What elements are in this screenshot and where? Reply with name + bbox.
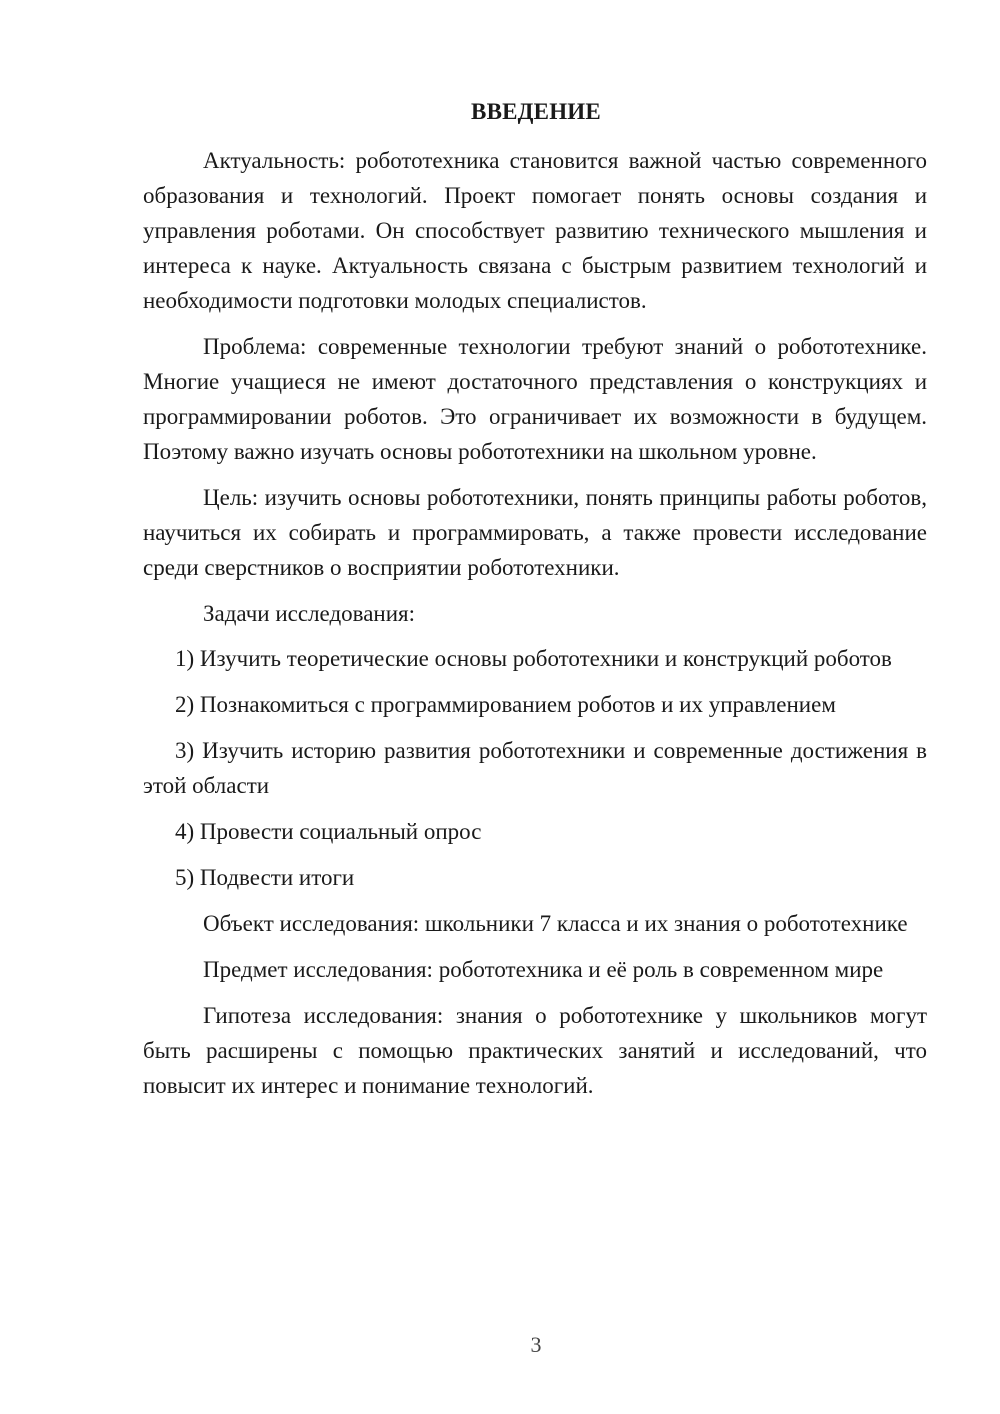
page-number: 3: [530, 1332, 542, 1357]
hypothesis-paragraph: Гипотеза исследования: знания о робототехнике у школьников могут быть расширены с помощью практических занятий и исследований, что повысит их интерес и понимание технологий.: [143, 1003, 927, 1098]
problem-paragraph: Проблема: современные технологии требуют знаний о робототехнике. Многие учащиеся не имеют достаточного представления о конструкциях и программировании роботов. Это ограничивает их возможности в будущем. Поэтому важно изучать основы робототехники на школьном уровне.: [143, 334, 927, 464]
task-item-3: 3) Изучить историю развития робототехники и современные достижения в этой области: [143, 738, 927, 798]
subject-paragraph: Предмет исследования: робототехника и её роль в современном мире: [203, 957, 884, 982]
object-paragraph: Объект исследования: школьники 7 класса и их знания о робототехнике: [203, 911, 908, 936]
relevance-paragraph: Актуальность: робототехника становится важной частью современного образования и технологий. Проект помогает понять основы создания и управления роботами. Он способствует развитию технического мышления и интереса к науке. Актуальность связана с быстрым развитием технологий и необходимости подготовки молодых специалистов.: [143, 148, 927, 313]
task-item-1: 1) Изучить теоретические основы робототехники и конструкций роботов: [175, 646, 892, 671]
task-item-2: 2) Познакомиться с программированием роботов и их управлением: [175, 692, 836, 717]
body-text: [143, 143, 927, 1114]
task-item-4: 4) Провести социальный опрос: [175, 819, 482, 844]
page-title: ВВЕДЕНИЕ: [471, 99, 601, 124]
goal-paragraph: Цель: изучить основы робототехники, понять принципы работы роботов, научиться их собирать и программировать, а также провести исследование среди сверстников о восприятии робототехники.: [143, 485, 927, 580]
tasks-heading: Задачи исследования:: [203, 601, 416, 626]
task-item-5: 5) Подвести итоги: [175, 865, 355, 890]
